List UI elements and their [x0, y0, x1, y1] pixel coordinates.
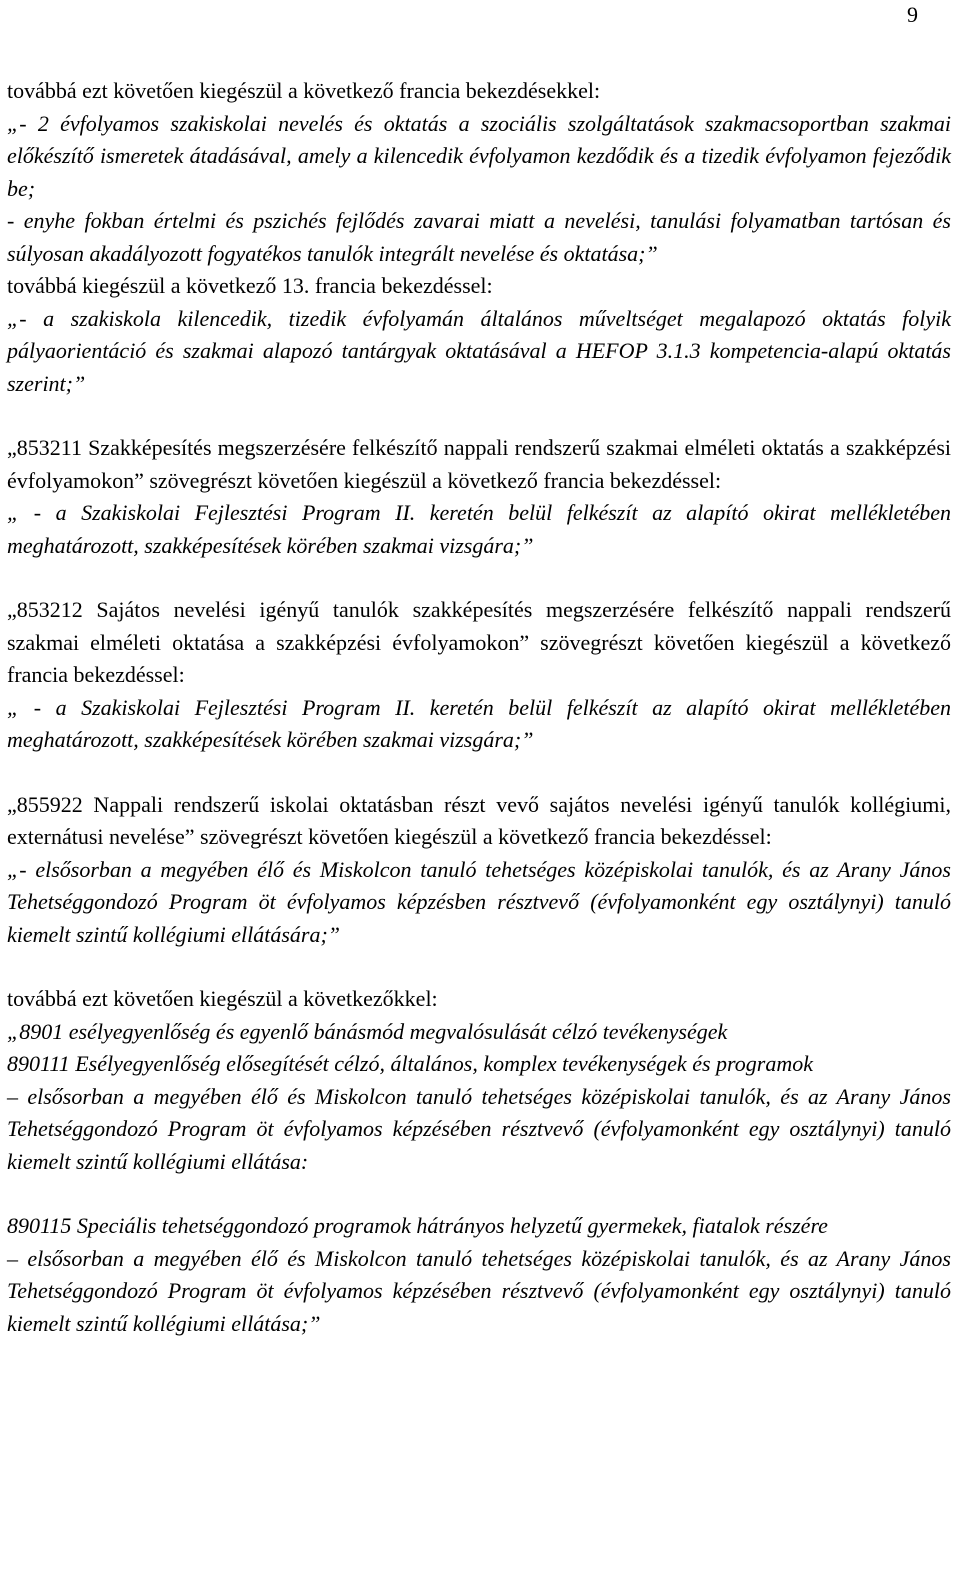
paragraph-italic: 890111 Esélyegyenlőség elősegítését célzó, általános, komplex tevékenységek és programok: [7, 1051, 813, 1076]
spacer: [7, 757, 951, 789]
page-number: 9: [907, 2, 918, 27]
paragraph-italic: „8901 esélyegyenlőség és egyenlő bánásmód megvalósulását célzó tevékenységek: [7, 1018, 728, 1044]
paragraph-intro: továbbá ezt követően kiegészül a következő francia bekezdésekkel:: [7, 78, 601, 103]
paragraph-intro: továbbá ezt követően kiegészül a következőkkel:: [7, 986, 438, 1011]
paragraph-italic: – elsősorban a megyében élő és Miskolcon tanuló tehetséges középiskolai tanulók, és az Arany János Tehetséggondozó Program öt évfolyamos képzésében résztvevő (évfolyamonként egy osztálynyi) tanuló kiemelt szintű kollégiumi ellátása;”: [7, 1245, 951, 1336]
paragraph-italic: 890115 Speciális tehetséggondozó programok hátrányos helyzetű gyermekek, fiatalok részére: [7, 1213, 828, 1238]
paragraph-italic: „ - a Szakiskolai Fejlesztési Program II. keretén belül felkészít az alapító okirat mellékletében meghatározott, szakképesítések körében szakmai vizsgára;”: [7, 694, 951, 752]
spacer: [7, 1178, 951, 1210]
paragraph-intro: „853211 Szakképesítés megszerzésére felkészítő nappali rendszerű szakmai elméleti oktatás a szakképzési évfolyamokon” szövegrészt követően kiegészül a következő francia bekezdéssel:: [7, 435, 951, 493]
paragraph-italic: „- a szakiskola kilencedik, tizedik évfolyamán általános műveltséget megalapozó oktatás folyik pályaorientáció és szakmai alapozó tantárgyak oktatásával a HEFOP 3.1.3 kompetencia-alapú oktatás szerint;”: [7, 305, 951, 396]
document-body: [7, 75, 951, 1340]
paragraph-italic: „- elsősorban a megyében élő és Miskolcon tanuló tehetséges középiskolai tanulók, és az Arany János Tehetséggondozó Program öt évfolyamos képzésben résztvevő (évfolyamonként egy osztálynyi) tanuló kiemelt szintű kollégiumi ellátására;”: [7, 856, 951, 947]
paragraph-intro: „853212 Sajátos nevelési igényű tanulók szakképesítés megszerzésére felkészítő nappali rendszerű szakmai elméleti oktatása a szakképzési évfolyamokon” szövegrészt követően kiegészül a következő francia bekezdéssel:: [7, 597, 951, 687]
paragraph-italic: „ - a Szakiskolai Fejlesztési Program II. keretén belül felkészít az alapító okirat mellékletében meghatározott, szakképesítések körében szakmai vizsgára;”: [7, 500, 951, 558]
spacer: [7, 951, 951, 983]
paragraph-intro: „855922 Nappali rendszerű iskolai oktatásban részt vevő sajátos nevelési igényű tanulók kollégiumi, externátusi nevelése” szövegrészt követően kiegészül a következő francia bekezdéssel:: [7, 791, 951, 849]
spacer: [7, 562, 951, 594]
paragraph-italic: - enyhe fokban értelmi és pszichés fejlődés zavarai miatt a nevelési, tanulási folyamatban tartósan és súlyosan akadályozott fogyatékos tanulók integrált nevelése és oktatása;”: [7, 208, 951, 266]
paragraph-intro: továbbá kiegészül a következő 13. francia bekezdéssel:: [7, 273, 493, 298]
paragraph-italic: „- 2 évfolyamos szakiskolai nevelés és oktatás a szociális szolgáltatások szakmacsoportban szakmai előkészítő ismeretek átadásával, amely a kilencedik évfolyamon kezdődik és a tizedik évfolyamon fejeződik be;: [7, 110, 951, 201]
paragraph-italic: – elsősorban a megyében élő és Miskolcon tanuló tehetséges középiskolai tanulók, és az Arany János Tehetséggondozó Program öt évfolyamos képzésében résztvevő (évfolyamonként egy osztálynyi) tanuló kiemelt szintű kollégiumi ellátása:: [7, 1083, 951, 1174]
spacer: [7, 400, 951, 432]
